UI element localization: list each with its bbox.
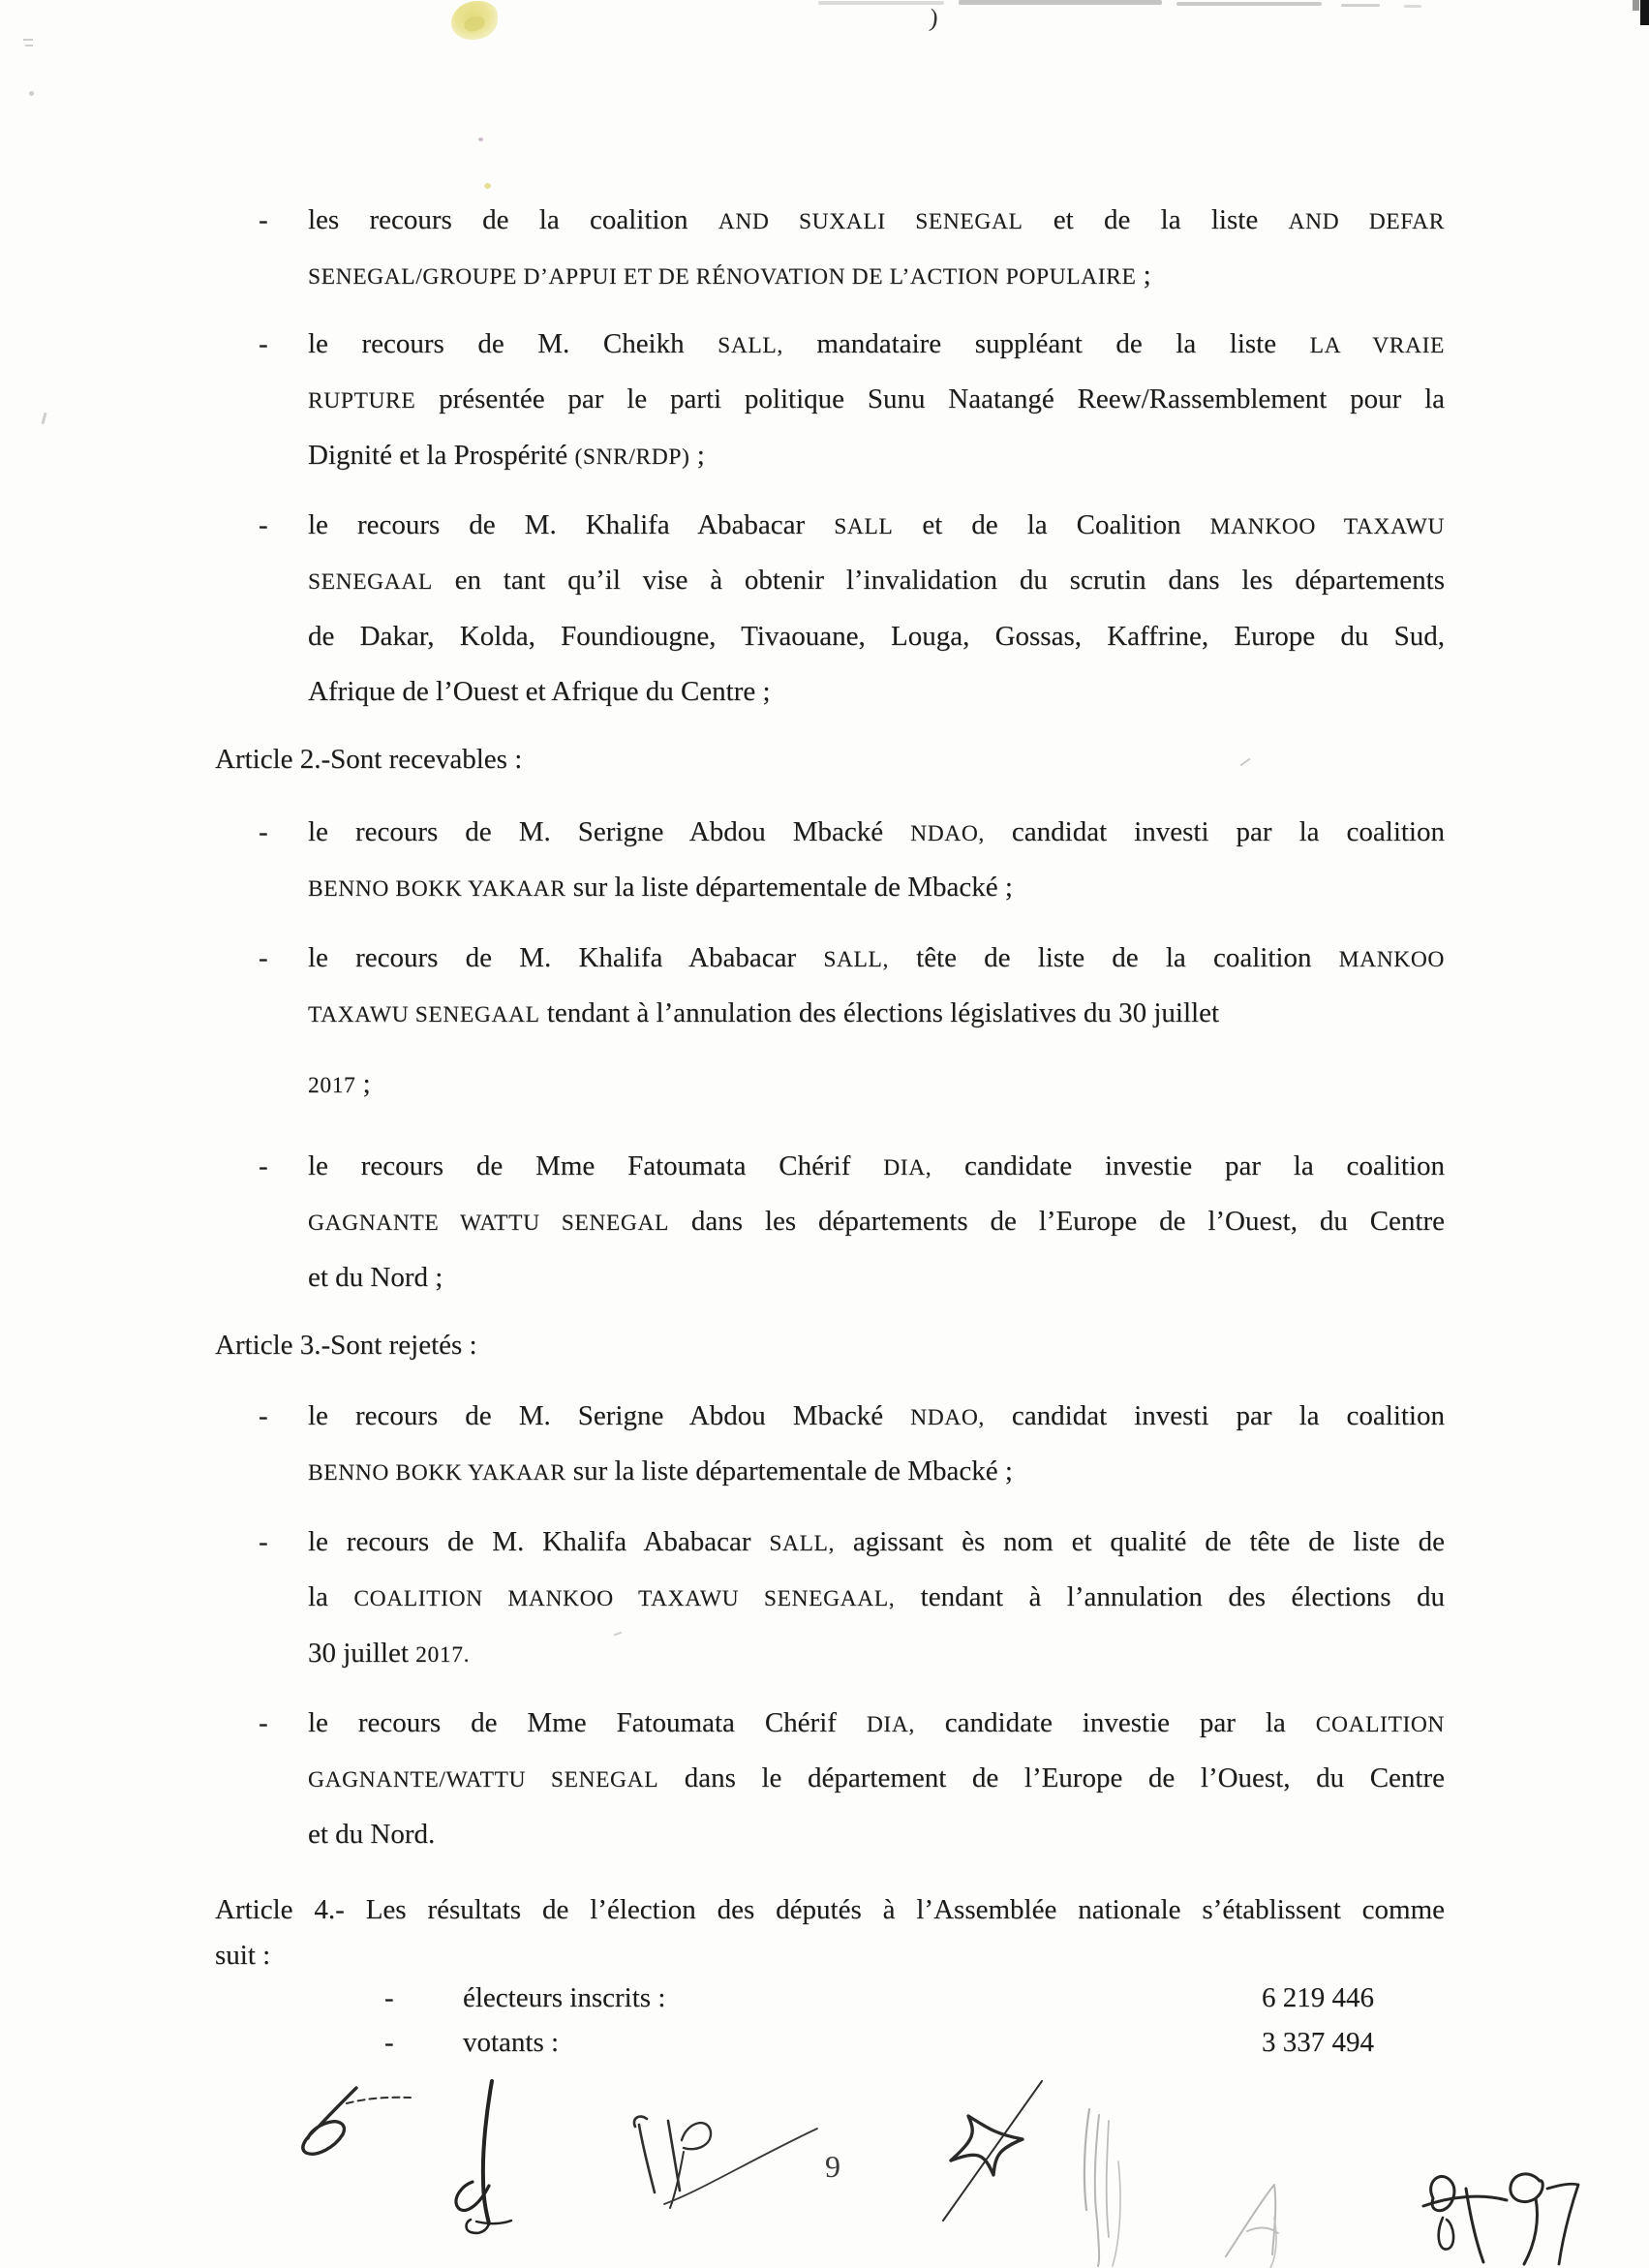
text-segment: le recours de M. Khalifa Ababacar: [308, 942, 824, 973]
text-segment: SENEGAAL: [308, 569, 433, 595]
text-segment: MANKOO: [1338, 947, 1445, 972]
recourse-line-and-suxali-2: [308, 259, 1445, 293]
text-segment: le recours de M. Khalifa Ababacar: [308, 509, 835, 540]
text-segment: de Dakar, Kolda, Foundiougne, Tivaouane, Louga, Gossas, Kaffrine, Europe du Sud,: [308, 621, 1445, 652]
signature-dark-loop-flourish: [290, 2082, 421, 2161]
text-segment: SALL: [834, 514, 894, 539]
text-segment: Dignité et la Prospérité: [308, 440, 575, 471]
article3-sall-line: [308, 1525, 1445, 1560]
text-segment: et du Nord ;: [308, 1262, 443, 1293]
text-segment: tendant à l’annulation des élections du: [895, 1581, 1446, 1612]
article2-sall-line-3: [308, 1067, 1445, 1102]
text-segment: candidat investi par la coalition: [984, 816, 1445, 847]
article-4-heading: [215, 1893, 1445, 1926]
page-number: 9: [825, 2149, 840, 2184]
recourse-line-cheikh-sall: [308, 327, 1445, 362]
text-segment: le recours de Mme Fatoumata Chérif: [308, 1707, 867, 1738]
signature-tall-vertical-flourish: [447, 2077, 521, 2237]
text-segment: AND SUXALI SENEGAL: [718, 209, 1023, 234]
recourse-line-cheikh-sall-3: [308, 439, 1445, 474]
text-segment: Afrique de l’Ouest et Afrique du Centre ;: [308, 676, 771, 707]
article3-ndao-line-2: [308, 1455, 1445, 1489]
text-segment: mandataire suppléant de la liste: [782, 328, 1310, 359]
stat-dash: -: [384, 2027, 394, 2058]
stat-label-electeurs: électeurs inscrits :: [463, 1982, 666, 2013]
text-segment: Article 3.-Sont rejetés :: [215, 1330, 477, 1361]
scan-artifact-yellow-dot: [484, 183, 491, 189]
text-segment: Article 4.- Les résultats de l’élection des députés à l’Assemblée nationale s’établissent comme: [215, 1894, 1445, 1925]
scan-artifact-tick: ): [928, 3, 940, 33]
article3-sall-line-3: [308, 1637, 1445, 1671]
text-segment: GAGNANTE/WATTU SENEGAL: [308, 1767, 659, 1793]
text-segment: le recours de M. Khalifa Ababacar: [308, 1526, 770, 1557]
scan-artifact-corner: [1640, 0, 1649, 25]
signature-faint-scribble: [1070, 2101, 1167, 2268]
recourse-line-khalifa-sall-4: [308, 675, 1445, 708]
article-3-heading: [215, 1329, 1445, 1362]
article2-dia-line: [308, 1149, 1445, 1184]
article2-sall-line: [308, 941, 1445, 976]
bullet-dash: -: [259, 942, 268, 973]
recourse-line-khalifa-sall: [308, 508, 1445, 543]
text-segment: BENNO BOKK YAKAAR: [308, 876, 566, 902]
text-segment: LA VRAIE: [1309, 333, 1446, 358]
bullet-dash: -: [259, 816, 268, 847]
text-segment: NDAO,: [910, 821, 985, 846]
signature-sweeping-flourish: [620, 2109, 825, 2221]
text-segment: et du Nord.: [308, 1819, 436, 1850]
text-segment: et de la liste: [1023, 204, 1289, 235]
article3-dia-line-2: [308, 1762, 1445, 1796]
text-segment: la: [308, 1581, 354, 1612]
text-segment: tête de liste de la coalition: [888, 942, 1339, 973]
text-segment: en tant qu’il vise à obtenir l’invalidation du scrutin dans les départements: [432, 565, 1445, 596]
article2-ndao-line-2: [308, 871, 1445, 905]
recourse-line-khalifa-sall-3: [308, 620, 1445, 653]
text-segment: 30 juillet: [308, 1638, 416, 1669]
text-segment: SALL,: [769, 1531, 835, 1556]
signature-star-cross-flourish: [931, 2075, 1050, 2226]
text-segment: suit :: [215, 1940, 271, 1971]
text-segment: SALL,: [823, 947, 889, 972]
article3-dia-line: [308, 1706, 1445, 1741]
text-segment: sur la liste départementale de Mbacké ;: [565, 1456, 1013, 1486]
article-2-heading: [215, 743, 1445, 776]
text-segment: le recours de M. Serigne Abdou Mbacké: [308, 1400, 911, 1431]
recourse-line-and-suxali: [308, 203, 1445, 238]
scan-artifact-corner-shadow: [1633, 0, 1639, 11]
text-segment: RUPTURE: [308, 388, 416, 414]
scan-artifact-streak: [1341, 4, 1380, 7]
text-segment: candidat investi par la coalition: [984, 1400, 1445, 1431]
text-segment: agissant ès nom et qualité de tête de liste de: [834, 1526, 1445, 1557]
recourse-line-khalifa-sall-2: [308, 564, 1445, 598]
article3-ndao-line: [308, 1399, 1445, 1434]
text-segment: DIA,: [866, 1712, 915, 1737]
scan-artifact-speck: [25, 45, 33, 46]
bullet-dash: -: [259, 509, 268, 540]
text-segment: sur la liste départementale de Mbacké ;: [565, 872, 1013, 903]
text-segment: MANKOO TAXAWU: [1209, 514, 1446, 539]
signature-dark-double-flourish: [1412, 2161, 1592, 2268]
article-4-heading-2: [215, 1939, 1445, 1972]
scan-artifact-speck: [614, 1632, 622, 1637]
article3-dia-line-3: [308, 1818, 1445, 1851]
text-segment: ;: [355, 1068, 371, 1099]
text-segment: AND DEFAR: [1288, 209, 1446, 234]
scan-artifact-speck: [478, 138, 483, 141]
scan-artifact-speck: [29, 91, 34, 96]
text-segment: tendant à l’annulation des élections législatives du 30 juillet: [539, 997, 1220, 1028]
stat-label-votants: votants :: [463, 2027, 560, 2058]
text-segment: COALITION MANKOO TAXAWU SENEGAAL,: [353, 1586, 896, 1611]
scan-artifact-streak: [1176, 2, 1322, 6]
text-segment: (SNR/RDP): [574, 444, 690, 470]
text-segment: le recours de M. Cheikh: [308, 328, 718, 359]
text-segment: DIA,: [883, 1155, 932, 1180]
text-segment: dans les départements de l’Europe de l’Ouest, du Centre: [669, 1206, 1445, 1237]
bullet-dash: -: [259, 1150, 268, 1181]
text-segment: 2017: [308, 1073, 356, 1098]
text-segment: Article 2.-Sont recevables :: [215, 744, 523, 775]
article2-sall-line-2: [308, 996, 1445, 1031]
scan-artifact-speck: [23, 39, 33, 41]
signature-faint-a-scribble: [1218, 2177, 1325, 2268]
text-segment: le recours de Mme Fatoumata Chérif: [308, 1150, 884, 1181]
recourse-line-cheikh-sall-2: [308, 383, 1445, 417]
text-segment: GAGNANTE WATTU SENEGAL: [308, 1211, 669, 1236]
text-segment: 2017.: [415, 1642, 471, 1668]
article2-dia-line-2: [308, 1205, 1445, 1240]
stat-value-votants: 3 337 494: [1262, 2027, 1374, 2058]
text-segment: COALITION: [1315, 1712, 1446, 1737]
scan-artifact-streak: [959, 0, 1162, 5]
text-segment: BENNO BOKK YAKAAR: [308, 1460, 566, 1486]
scan-artifact-speck: [41, 413, 46, 424]
text-segment: SALL,: [718, 333, 783, 358]
bullet-dash: -: [259, 204, 268, 235]
text-segment: NDAO,: [910, 1405, 985, 1430]
article2-ndao-line: [308, 815, 1445, 850]
bullet-dash: -: [259, 1400, 268, 1431]
text-segment: TAXAWU SENEGAAL: [308, 1002, 540, 1027]
scan-artifact-streak: [818, 1, 944, 5]
scan-artifact-streak: [1404, 5, 1421, 8]
text-segment: candidate investie par la: [914, 1707, 1316, 1738]
text-segment: ;: [689, 440, 705, 471]
text-segment: présentée par le parti politique Sunu Naatangé Reew/Rassemblement pour la: [415, 383, 1445, 414]
bullet-dash: -: [259, 328, 268, 359]
text-segment: dans le département de l’Europe de l’Ouest, du Centre: [658, 1762, 1445, 1793]
bullet-dash: -: [259, 1707, 268, 1738]
text-segment: et de la Coalition: [893, 509, 1210, 540]
text-segment: SENEGAL/GROUPE D’APPUI ET DE RÉNOVATION DE L’ACTION POPULAIRE: [308, 264, 1137, 290]
text-segment: ;: [1136, 260, 1151, 291]
bullet-dash: -: [259, 1526, 268, 1557]
text-segment: le recours de M. Serigne Abdou Mbacké: [308, 816, 911, 847]
text-segment: les recours de la coalition: [308, 204, 718, 235]
article2-dia-line-3: [308, 1261, 1445, 1294]
text-segment: candidate investie par la coalition: [931, 1150, 1446, 1181]
article3-sall-line-2: [308, 1580, 1445, 1615]
stat-value-electeurs: 6 219 446: [1262, 1982, 1374, 2013]
stat-dash: -: [384, 1982, 394, 2013]
